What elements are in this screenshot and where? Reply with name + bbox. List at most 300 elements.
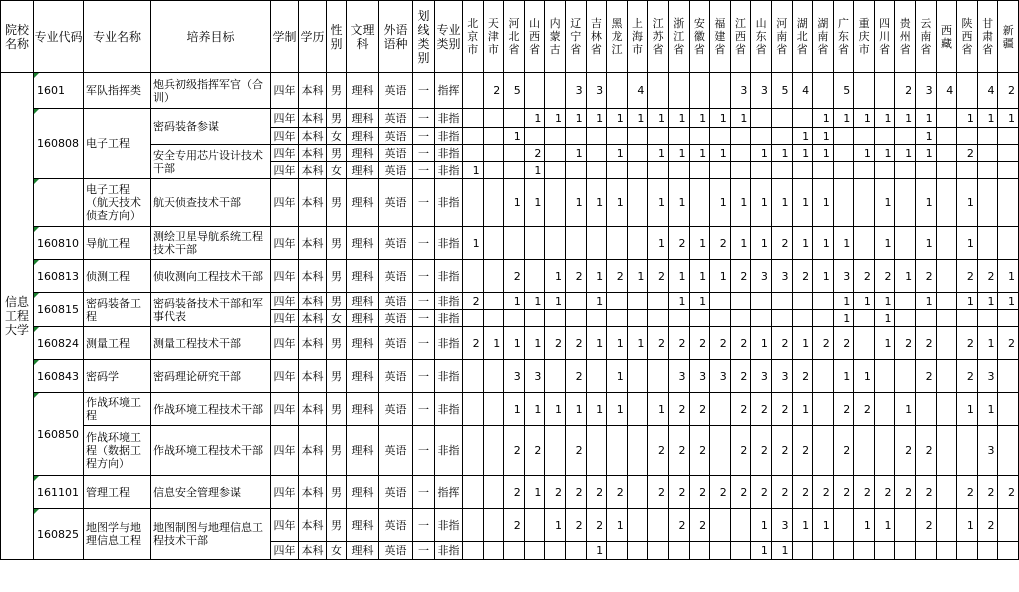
- line-category: 一: [413, 360, 435, 393]
- quota-cell: [607, 310, 628, 327]
- header-province: 福建省: [710, 1, 731, 73]
- quota-cell: [627, 310, 648, 327]
- quota-cell: [813, 393, 834, 426]
- major-code: 160825: [34, 509, 84, 560]
- quota-cell: 2: [689, 393, 710, 426]
- quota-cell: 2: [792, 260, 813, 293]
- quota-cell: [998, 227, 1019, 260]
- quota-cell: 2: [524, 426, 545, 476]
- duration: 四年: [271, 509, 299, 542]
- quota-cell: 1: [689, 227, 710, 260]
- quota-cell: 1: [504, 128, 525, 145]
- header-province: 甘肃省: [977, 1, 998, 73]
- quota-cell: [936, 227, 957, 260]
- quota-cell: 1: [545, 293, 566, 310]
- header-province: 北京市: [463, 1, 484, 73]
- major-name: 地图学与地理信息工程: [84, 509, 151, 560]
- quota-cell: 1: [792, 227, 813, 260]
- line-category: 一: [413, 327, 435, 360]
- language: 英语: [379, 327, 413, 360]
- header-duration: 学制: [271, 1, 299, 73]
- quota-cell: [668, 542, 689, 560]
- major-name: 军队指挥类: [84, 73, 151, 109]
- quota-cell: [813, 360, 834, 393]
- header-province: 广东省: [833, 1, 854, 73]
- quota-cell: [854, 128, 875, 145]
- quota-cell: 2: [668, 393, 689, 426]
- quota-cell: [627, 145, 648, 162]
- quota-cell: 2: [854, 393, 875, 426]
- quota-cell: [957, 310, 978, 327]
- table-row: [1, 509, 1019, 542]
- quota-cell: [874, 162, 895, 179]
- quota-cell: [730, 128, 751, 145]
- major-code: 160850: [34, 393, 84, 476]
- quota-cell: 1: [504, 293, 525, 310]
- major-category: 非指: [435, 393, 463, 426]
- quota-cell: [524, 310, 545, 327]
- quota-cell: [565, 128, 586, 145]
- quota-cell: 2: [607, 476, 628, 509]
- quota-cell: [833, 145, 854, 162]
- quota-cell: [463, 128, 484, 145]
- major-category: 非指: [435, 260, 463, 293]
- quota-cell: 1: [730, 227, 751, 260]
- quota-cell: [586, 426, 607, 476]
- quota-cell: 1: [957, 393, 978, 426]
- quota-cell: [998, 360, 1019, 393]
- quota-cell: [483, 476, 504, 509]
- quota-cell: [627, 542, 648, 560]
- quota-cell: 2: [916, 476, 937, 509]
- quota-cell: 1: [916, 145, 937, 162]
- quota-cell: 1: [710, 145, 731, 162]
- quota-cell: 2: [565, 327, 586, 360]
- quota-cell: [504, 109, 525, 128]
- quota-cell: [504, 162, 525, 179]
- quota-cell: [504, 145, 525, 162]
- degree: 本科: [299, 310, 327, 327]
- quota-cell: [483, 109, 504, 128]
- quota-cell: [463, 426, 484, 476]
- quota-cell: 2: [710, 227, 731, 260]
- quota-cell: 1: [998, 109, 1019, 128]
- major-name: 电子工程: [84, 109, 151, 179]
- header-province: 上海市: [627, 1, 648, 73]
- duration: 四年: [271, 293, 299, 310]
- table-row: [1, 73, 1019, 109]
- degree: 本科: [299, 109, 327, 128]
- quota-cell: [710, 393, 731, 426]
- quota-cell: [545, 128, 566, 145]
- quota-cell: 1: [957, 293, 978, 310]
- major-name: 密码学: [84, 360, 151, 393]
- quota-cell: 2: [668, 509, 689, 542]
- quota-cell: 1: [957, 109, 978, 128]
- quota-cell: 2: [771, 327, 792, 360]
- track: 理科: [347, 327, 379, 360]
- quota-cell: [833, 162, 854, 179]
- quota-cell: 1: [998, 260, 1019, 293]
- quota-cell: [751, 162, 772, 179]
- gender: 男: [327, 293, 347, 310]
- quota-cell: 2: [792, 360, 813, 393]
- language: 英语: [379, 227, 413, 260]
- quota-cell: [627, 227, 648, 260]
- gender: 女: [327, 162, 347, 179]
- quota-cell: [483, 509, 504, 542]
- quota-cell: [607, 162, 628, 179]
- quota-cell: 2: [751, 393, 772, 426]
- quota-cell: 2: [874, 260, 895, 293]
- gender: 男: [327, 509, 347, 542]
- language: 英语: [379, 476, 413, 509]
- quota-cell: 3: [710, 360, 731, 393]
- quota-cell: [648, 128, 669, 145]
- quota-cell: [874, 542, 895, 560]
- quota-cell: 3: [771, 509, 792, 542]
- quota-cell: [957, 128, 978, 145]
- quota-cell: [524, 542, 545, 560]
- training-goal: 作战环境工程技术干部: [151, 426, 271, 476]
- quota-cell: 2: [607, 260, 628, 293]
- track: 理科: [347, 360, 379, 393]
- quota-cell: 1: [751, 327, 772, 360]
- quota-cell: 2: [730, 476, 751, 509]
- quota-cell: [545, 310, 566, 327]
- table-row: [1, 293, 1019, 310]
- quota-cell: [545, 542, 566, 560]
- quota-cell: 2: [916, 260, 937, 293]
- degree: 本科: [299, 360, 327, 393]
- quota-cell: 1: [751, 509, 772, 542]
- quota-cell: 2: [668, 476, 689, 509]
- quota-cell: 1: [730, 179, 751, 227]
- quota-cell: 1: [668, 260, 689, 293]
- degree: 本科: [299, 227, 327, 260]
- quota-cell: [627, 179, 648, 227]
- quota-cell: [627, 360, 648, 393]
- quota-cell: [895, 542, 916, 560]
- gender: 男: [327, 227, 347, 260]
- language: 英语: [379, 426, 413, 476]
- quota-cell: 3: [833, 260, 854, 293]
- quota-cell: 1: [977, 327, 998, 360]
- language: 英语: [379, 293, 413, 310]
- quota-cell: 2: [586, 509, 607, 542]
- quota-cell: [936, 128, 957, 145]
- header-line: 划线类别: [413, 1, 435, 73]
- track: 理科: [347, 162, 379, 179]
- quota-cell: [710, 310, 731, 327]
- quota-cell: [730, 542, 751, 560]
- quota-cell: 2: [854, 476, 875, 509]
- quota-cell: [895, 128, 916, 145]
- header-institution: 院校名称: [1, 1, 34, 73]
- quota-cell: 1: [916, 227, 937, 260]
- quota-cell: 2: [730, 426, 751, 476]
- quota-cell: [586, 145, 607, 162]
- quota-cell: 1: [627, 260, 648, 293]
- quota-cell: [895, 227, 916, 260]
- quota-cell: 1: [771, 179, 792, 227]
- major-name: 侦测工程: [84, 260, 151, 293]
- quota-cell: 1: [833, 293, 854, 310]
- quota-cell: [545, 360, 566, 393]
- quota-cell: 1: [607, 360, 628, 393]
- quota-cell: [916, 162, 937, 179]
- quota-cell: [874, 128, 895, 145]
- quota-cell: [710, 426, 731, 476]
- quota-cell: 1: [545, 260, 566, 293]
- quota-cell: 2: [730, 260, 751, 293]
- quota-cell: [813, 73, 834, 109]
- quota-cell: [936, 360, 957, 393]
- quota-cell: [463, 73, 484, 109]
- quota-cell: 2: [771, 227, 792, 260]
- quota-cell: [463, 509, 484, 542]
- quota-cell: [751, 128, 772, 145]
- header-province: 新疆: [998, 1, 1019, 73]
- quota-cell: 2: [792, 476, 813, 509]
- quota-cell: 2: [916, 327, 937, 360]
- line-category: 一: [413, 426, 435, 476]
- header-category: 专业类别: [435, 1, 463, 73]
- quota-cell: 2: [463, 293, 484, 310]
- quota-cell: [936, 426, 957, 476]
- language: 英语: [379, 310, 413, 327]
- quota-cell: [792, 310, 813, 327]
- quota-cell: 3: [689, 360, 710, 393]
- quota-cell: 5: [504, 73, 525, 109]
- quota-cell: 1: [648, 109, 669, 128]
- quota-cell: 2: [916, 360, 937, 393]
- header-province: 云南省: [916, 1, 937, 73]
- header-province: 安徽省: [689, 1, 710, 73]
- quota-cell: [854, 227, 875, 260]
- quota-cell: 1: [916, 179, 937, 227]
- quota-cell: [813, 310, 834, 327]
- quota-cell: [586, 162, 607, 179]
- track: 理科: [347, 73, 379, 109]
- quota-cell: 1: [627, 109, 648, 128]
- quota-cell: [483, 179, 504, 227]
- quota-cell: [483, 310, 504, 327]
- track: 理科: [347, 542, 379, 560]
- quota-cell: 1: [854, 293, 875, 310]
- quota-cell: 1: [813, 509, 834, 542]
- quota-cell: [483, 260, 504, 293]
- quota-cell: [586, 128, 607, 145]
- quota-cell: [916, 542, 937, 560]
- language: 英语: [379, 179, 413, 227]
- quota-cell: 2: [998, 476, 1019, 509]
- quota-cell: [689, 162, 710, 179]
- quota-cell: [463, 393, 484, 426]
- quota-cell: 1: [689, 145, 710, 162]
- gender: 男: [327, 393, 347, 426]
- quota-cell: [586, 360, 607, 393]
- quota-cell: 2: [504, 476, 525, 509]
- quota-cell: [463, 145, 484, 162]
- quota-cell: [998, 310, 1019, 327]
- line-category: 一: [413, 179, 435, 227]
- training-goal: 航天侦查技术干部: [151, 179, 271, 227]
- quota-cell: [524, 227, 545, 260]
- quota-cell: [874, 73, 895, 109]
- header-province: 河南省: [771, 1, 792, 73]
- track: 理科: [347, 426, 379, 476]
- quota-cell: 1: [833, 227, 854, 260]
- degree: 本科: [299, 509, 327, 542]
- quota-cell: [607, 73, 628, 109]
- quota-cell: 1: [524, 109, 545, 128]
- quota-cell: 1: [524, 393, 545, 426]
- quota-cell: [751, 109, 772, 128]
- quota-cell: 1: [751, 227, 772, 260]
- quota-cell: 1: [854, 109, 875, 128]
- quota-cell: 2: [957, 260, 978, 293]
- quota-cell: [977, 310, 998, 327]
- quota-cell: 3: [977, 426, 998, 476]
- quota-cell: 1: [957, 179, 978, 227]
- header-province: 山东省: [751, 1, 772, 73]
- quota-cell: [895, 293, 916, 310]
- quota-cell: [813, 426, 834, 476]
- quota-cell: [936, 476, 957, 509]
- quota-cell: [895, 509, 916, 542]
- duration: 四年: [271, 227, 299, 260]
- header-track: 文理科: [347, 1, 379, 73]
- quota-cell: 2: [957, 476, 978, 509]
- track: 理科: [347, 179, 379, 227]
- major-category: 非指: [435, 109, 463, 128]
- quota-cell: [648, 73, 669, 109]
- quota-cell: 1: [586, 109, 607, 128]
- training-goal: 地图制图与地理信息工程技术干部: [151, 509, 271, 560]
- degree: 本科: [299, 162, 327, 179]
- table-row: [1, 145, 1019, 162]
- quota-cell: [689, 310, 710, 327]
- header-province: 浙江省: [668, 1, 689, 73]
- line-category: 一: [413, 542, 435, 560]
- header-code: 专业代码: [34, 1, 84, 73]
- header-province: 吉林省: [586, 1, 607, 73]
- quota-cell: [751, 293, 772, 310]
- quota-cell: 4: [977, 73, 998, 109]
- major-name: 管理工程: [84, 476, 151, 509]
- header-province: 四川省: [874, 1, 895, 73]
- quota-cell: 4: [627, 73, 648, 109]
- quota-cell: [689, 73, 710, 109]
- quota-cell: 1: [689, 260, 710, 293]
- quota-cell: 1: [586, 179, 607, 227]
- quota-cell: [833, 128, 854, 145]
- quota-cell: 4: [792, 73, 813, 109]
- quota-cell: 1: [524, 327, 545, 360]
- quota-cell: [710, 162, 731, 179]
- quota-cell: [854, 73, 875, 109]
- quota-cell: 2: [668, 227, 689, 260]
- quota-cell: 1: [545, 509, 566, 542]
- quota-cell: [607, 542, 628, 560]
- major-category: 非指: [435, 327, 463, 360]
- quota-cell: [627, 426, 648, 476]
- language: 英语: [379, 162, 413, 179]
- quota-cell: 1: [813, 179, 834, 227]
- quota-cell: 2: [833, 327, 854, 360]
- quota-cell: [998, 393, 1019, 426]
- duration: 四年: [271, 179, 299, 227]
- header-province: 湖北省: [792, 1, 813, 73]
- quota-cell: 2: [668, 327, 689, 360]
- quota-cell: 3: [586, 73, 607, 109]
- quota-cell: [689, 128, 710, 145]
- quota-cell: 1: [854, 509, 875, 542]
- quota-cell: [936, 162, 957, 179]
- quota-cell: [771, 293, 792, 310]
- quota-cell: [607, 227, 628, 260]
- quota-cell: 2: [565, 260, 586, 293]
- quota-cell: [668, 73, 689, 109]
- quota-cell: [545, 162, 566, 179]
- quota-cell: [895, 162, 916, 179]
- quota-cell: [936, 293, 957, 310]
- quota-cell: 1: [957, 227, 978, 260]
- quota-cell: 2: [689, 509, 710, 542]
- major-code: 161101: [34, 476, 84, 509]
- line-category: 一: [413, 393, 435, 426]
- header-province: 内蒙古: [545, 1, 566, 73]
- training-goal: 密码装备技术干部和军事代表: [151, 293, 271, 327]
- quota-cell: 1: [895, 145, 916, 162]
- quota-cell: 2: [771, 393, 792, 426]
- gender: 男: [327, 145, 347, 162]
- quota-cell: [483, 393, 504, 426]
- quota-cell: [771, 109, 792, 128]
- training-goal: 侦收测向工程技术干部: [151, 260, 271, 293]
- quota-cell: 1: [565, 393, 586, 426]
- quota-cell: 2: [895, 426, 916, 476]
- gender: 男: [327, 360, 347, 393]
- quota-cell: [463, 476, 484, 509]
- quota-cell: [565, 227, 586, 260]
- quota-cell: [957, 542, 978, 560]
- quota-cell: 1: [524, 179, 545, 227]
- quota-cell: 1: [833, 310, 854, 327]
- quota-cell: [730, 293, 751, 310]
- table-row: [1, 393, 1019, 426]
- quota-cell: 2: [895, 73, 916, 109]
- quota-cell: 2: [565, 509, 586, 542]
- quota-cell: [895, 310, 916, 327]
- degree: 本科: [299, 327, 327, 360]
- quota-cell: 1: [689, 293, 710, 310]
- quota-cell: 2: [833, 426, 854, 476]
- quota-cell: [463, 360, 484, 393]
- quota-cell: [648, 542, 669, 560]
- header-province: 重庆市: [854, 1, 875, 73]
- quota-cell: 2: [545, 476, 566, 509]
- quota-cell: [607, 293, 628, 310]
- training-goal: 信息安全管理参谋: [151, 476, 271, 509]
- quota-cell: 1: [792, 327, 813, 360]
- quota-cell: 1: [792, 145, 813, 162]
- quota-cell: [483, 542, 504, 560]
- quota-cell: 1: [792, 509, 813, 542]
- major-category: 非指: [435, 542, 463, 560]
- quota-cell: 2: [813, 327, 834, 360]
